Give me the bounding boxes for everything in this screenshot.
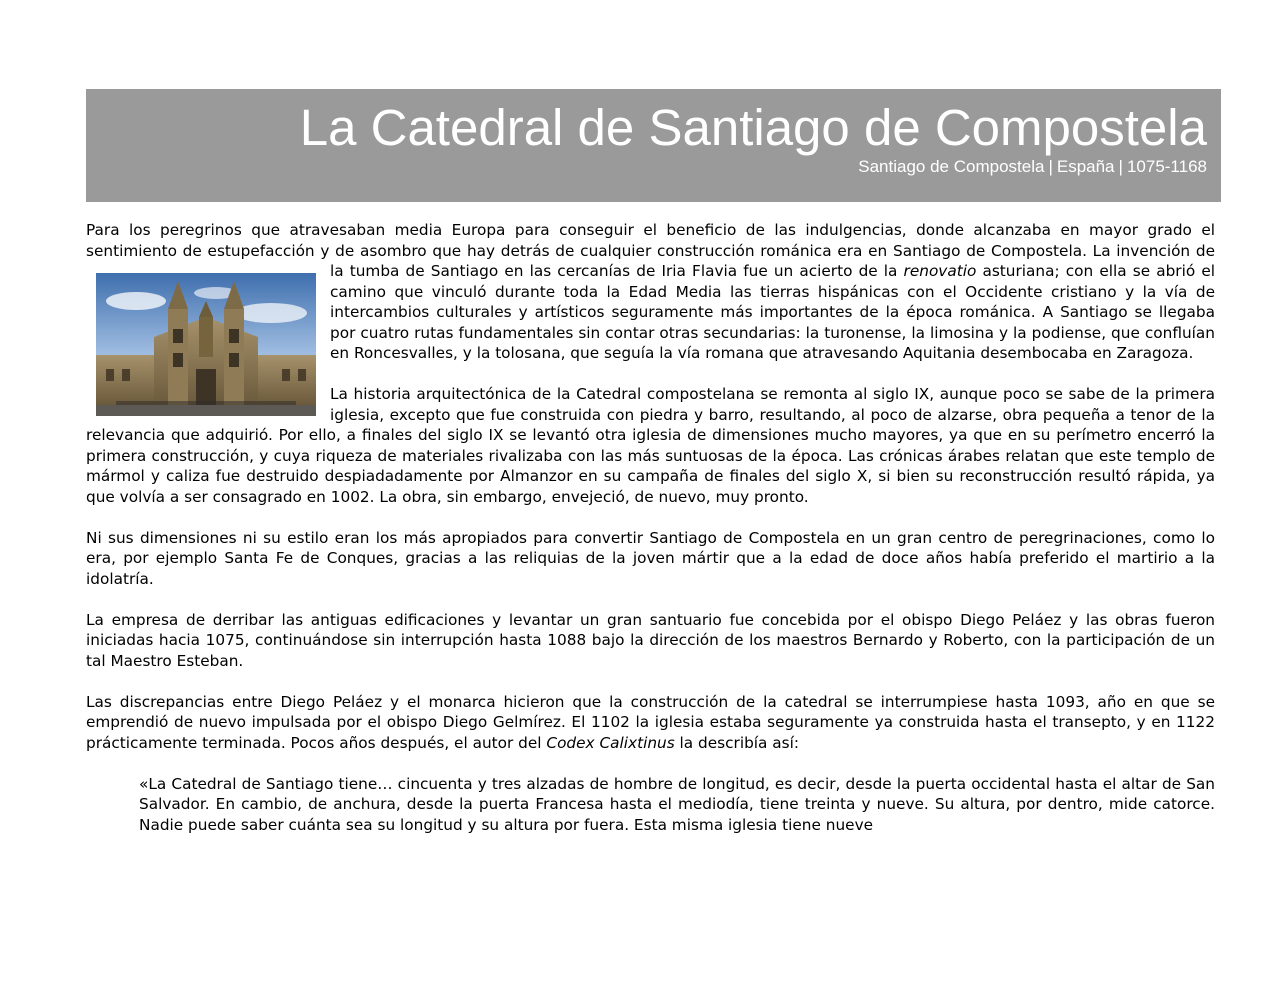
article-body [86,220,1215,856]
paragraph-text: la describía así: [674,733,800,752]
paragraph-intro [86,220,1215,364]
cathedral-photo [96,273,316,416]
title-banner [86,89,1221,202]
emphasis-renovatio: renovatio [903,262,977,280]
subtitle-separator: | [1118,157,1123,176]
page-subtitle [86,157,1207,177]
paragraph-text: asturiana; con ella se abrió el camino que vinculó durante toda la Edad Media las tierras hispánicas con el Occidente cristiano y la vía de intercambios culturales y artísticos seguramente más importantes de la época románica. A Santiago se llegaba por cuatro rutas fundamentales sin contar otras secundarias: la turonense, la limosina y la podiense, que confluían en Roncesvalles, y la tolosana, que seguía la vía romana que atravesando Aquitania desembocaba en Zaragoza. [330,262,1215,362]
paragraph-dimensions: Ni sus dimensiones ni su estilo eran los más apropiados para convertir Santiago de Compostela en un gran centro de peregrinaciones, como lo era, por ejemplo Santa Fe de Conques, gracias a las reliquias de la joven mártir que a la edad de doce años había preferido el martirio a la idolatría. [86,528,1215,588]
subtitle-country: España [1056,157,1115,176]
paragraph-construction: La empresa de derribar las antiguas edificaciones y levantar un gran santuario fue concebida por el obispo Diego Peláez y las obras fueron iniciadas hacia 1075, continuándose sin interrupción hasta 1088 bajo la dirección de los maestros Bernardo y Roberto, con la participación de un tal Maestro Esteban. [86,610,1215,670]
subtitle-separator: | [1048,157,1053,176]
page-title: La Catedral de Santiago de Compostela [299,99,1207,156]
paragraph-text: Para los peregrinos que atravesaban media Europa para conseguir el beneficio de las indulgencias, donde alcanzaba en mayor grado el sentimiento de estupefacción y de asombro que hay detrás de cualquier construcción románica era en Santiago de Compostela. La invención de la tumba de Santiago en las cercanías de Iria Flavia fue un acierto de la [86,221,1215,280]
subtitle-city: Santiago de Compostela [858,157,1045,176]
paragraph-history: La historia arquitectónica de la Catedral compostelana se remonta al siglo IX, aunque poco se sabe de la primera iglesia, excepto que fue construida con piedra y barro, resultando, al poco de alzarse, obra pequeña a tenor de la relevancia que adquirió. Por ello, a finales del siglo IX se levantó otra iglesia de dimensiones mucho mayores, ya que en su perímetro encerró la primera construcción, y cuya riqueza de materiales rivalizaba con las más suntuosas de la época. Las crónicas árabes relatan que este templo de mármol y caliza fue destruido despiadadamente por Almanzor en su campaña de finales del siglo X, si bien su reconstrucción resultó rápida, ya que volvía a ser consagrado en 1002. La obra, sin embargo, envejeció, de nuevo, muy pronto. [86,385,1215,506]
emphasis-codex-calixtinus: Codex Calixtinus [546,733,675,752]
paragraph-text: Las discrepancias entre Diego Peláez y el monarca hicieron que la construcción de la catedral se interrumpiese hasta 1093, año en que se emprendió de nuevo impulsada por el obispo Diego Gelmírez. El 1102 la iglesia estaba seguramente ya construida hasta el transepto, y en 1122 prácticamente terminada. Pocos años después, el autor del [86,692,1215,752]
subtitle-dates: 1075-1168 [1126,157,1207,176]
paragraph-discrepancies [86,692,1215,754]
quote-codex: «La Catedral de Santiago tiene… cincuenta y tres alzadas de hombre de longitud, es decir, desde la puerta occidental hasta el altar de San Salvador. En cambio, de anchura, desde la puerta Francesa hasta el mediodía, tiene treinta y nueve. Su altura, por dentro, mide catorce. Nadie puede saber cuánta sea su longitud y su altura por fuera. Esta misma iglesia tiene nueve [139,774,1215,834]
